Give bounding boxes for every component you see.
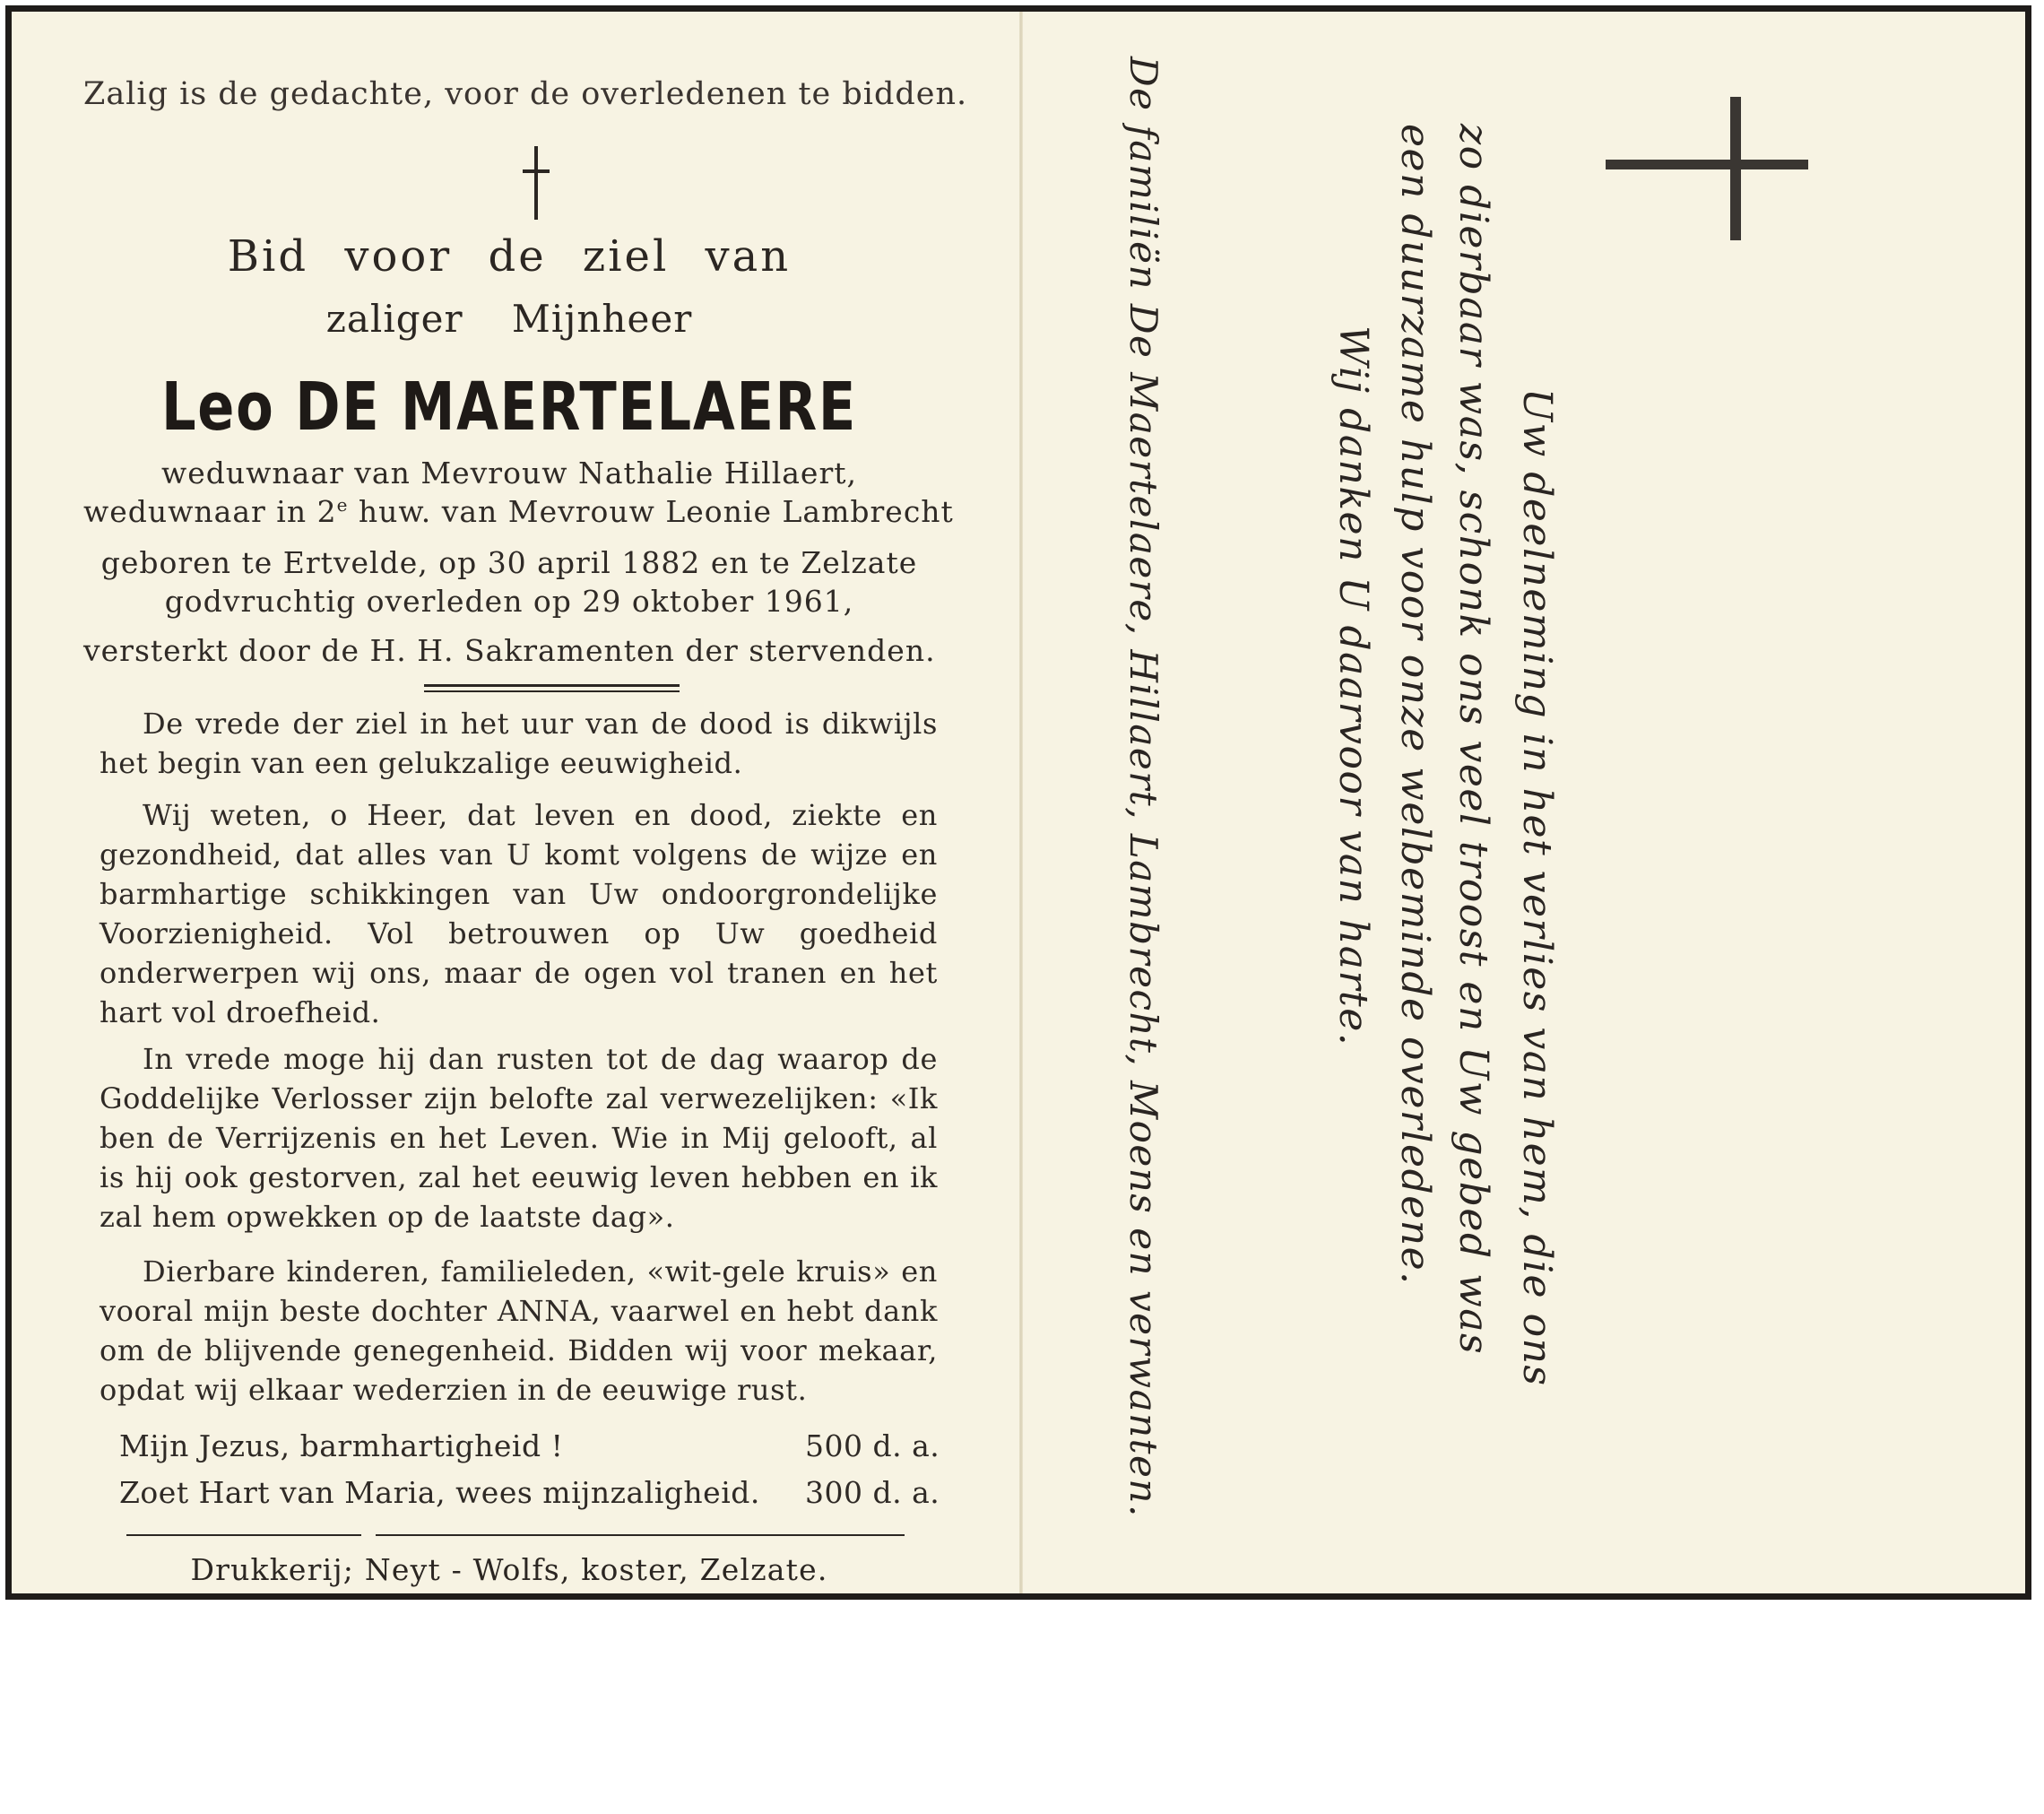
prayer-2-indulgence: 300 d. a.	[805, 1475, 940, 1510]
paragraph-2	[100, 795, 938, 1032]
bid-heading: Bid voor de ziel van	[227, 231, 792, 282]
paragraph-2-text: Wij weten, o Heer, dat leven en dood, ziekte en gezondheid, dat alles van U komt volgens de wijze en barmhartige schikkingen van Uw ondoorgrondelijke Voorzienigheid. Vol betrouwen op Uw goedheid onderwerpen wij ons, maar de ogen vol tranen en het hart vol droefheid.	[100, 798, 938, 1029]
thanks-line-2: zo dierbaar was, schonk ons veel troost en Uw gebed was	[1451, 124, 1496, 1356]
paragraph-4	[100, 1252, 938, 1410]
info-line-2-a: weduwnaar in 2	[83, 494, 337, 529]
info-line-5: versterkt door de H. H. Sakramenten der stervenden.	[83, 633, 936, 668]
paragraph-4-text: Dierbare kinderen, familieleden, «wit-gele kruis» en vooral mijn beste dochter ANNA, vaarwel en hebt dank om de blijvende genegenheid. Bidden wij voor mekaar, opdat wij elkaar wederzien in de eeuwige rust.	[100, 1254, 938, 1407]
top-line: Zalig is de gedachte, voor de overledenen te bidden.	[83, 76, 968, 112]
info-line-2	[83, 494, 954, 529]
info-line-2-b: huw. van Mevrouw Leonie Lambrecht	[348, 494, 954, 529]
paragraph-1-text: De vrede der ziel in het uur van de dood is dikwijls het begin van een gelukzalige eeuwigheid.	[100, 707, 938, 780]
deceased-name: Leo DE MAERTELAERE	[160, 369, 858, 446]
info-line-1: weduwnaar van Mevrouw Nathalie Hillaert,	[161, 456, 857, 490]
divider	[424, 684, 680, 692]
zaliger-line: zaliger Mijnheer	[325, 297, 693, 341]
right-page	[1023, 12, 2025, 1593]
family-signature: De familiën De Maertelaere, Hillaert, Lambrecht, Moens en verwanten.	[1122, 56, 1165, 1518]
bottom-rule-left	[126, 1534, 361, 1536]
info-line-2-sup: e	[336, 494, 349, 516]
info-line-4: godvruchtig overleden op 29 oktober 1961,	[164, 584, 854, 619]
paragraph-3	[100, 1039, 938, 1237]
prayer-2	[119, 1475, 940, 1510]
thanks-line-4: Wij danken U daarvoor van harte.	[1330, 325, 1376, 1047]
large-cross-icon	[1606, 97, 1808, 240]
thanks-line-1: Uw deelneming in het verlies van hem, die ons	[1514, 388, 1560, 1387]
info-line-3: geboren te Ertvelde, op 30 april 1882 en te Zelzate	[100, 545, 918, 580]
prayer-1-text: Mijn Jezus, barmhartigheid !	[119, 1428, 564, 1463]
prayer-1	[119, 1428, 940, 1463]
left-page	[12, 12, 1019, 1593]
paragraph-3-text: In vrede moge hij dan rusten tot de dag waarop de Goddelijke Verlosser zijn belofte zal verwezelijken: «Ik ben de Verrijzenis en het Leven. Wie in Mij gelooft, al is hij ook gestorven, zal het eeuwig leven hebben en ik zal hem opwekken op de laatste dag».	[100, 1042, 938, 1234]
printer-credit: Drukkerij; Neyt - Wolfs, koster, Zelzate.	[190, 1552, 828, 1587]
thanks-line-3: een duurzame hulp voor onze welbeminde overledene.	[1392, 124, 1438, 1286]
cross-icon	[523, 146, 550, 220]
memorial-card	[5, 5, 2031, 1600]
prayer-1-indulgence: 500 d. a.	[805, 1428, 940, 1463]
paragraph-1	[100, 704, 938, 783]
bottom-rule-right	[376, 1534, 905, 1536]
prayer-2-text: Zoet Hart van Maria, wees mijnzaligheid.	[119, 1475, 760, 1510]
